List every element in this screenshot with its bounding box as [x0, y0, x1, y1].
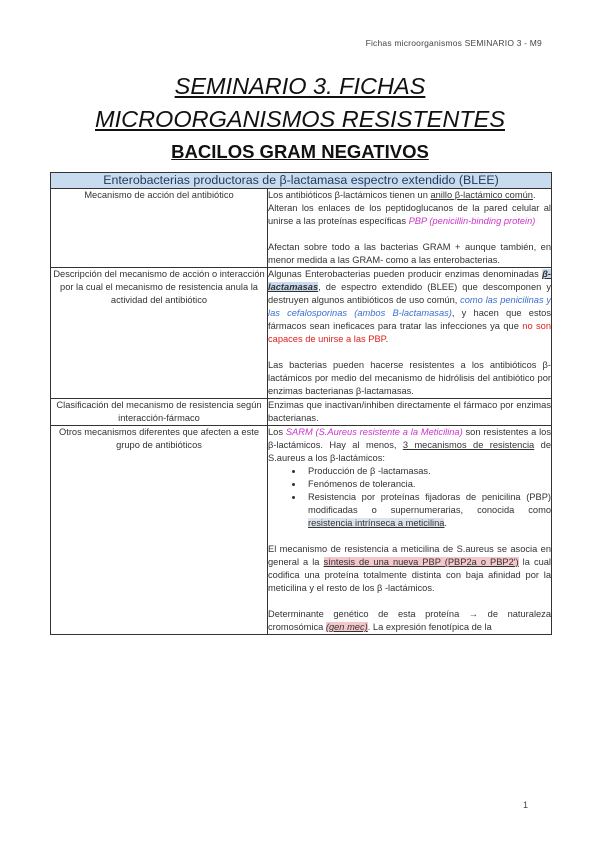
document-title-line1: SEMINARIO 3. FICHAS [174, 73, 426, 99]
text-run: son resistentes a los β-lactámicos. Hay al menos, [268, 427, 551, 450]
paragraph [268, 426, 551, 465]
underlined-term: 3 mecanismos de resistencia [402, 440, 535, 450]
table-row [51, 399, 552, 426]
text-run: , y hacen que estos fármacos sean ineficaces para tratar las infecciones ya que [268, 308, 551, 331]
row-content [268, 399, 552, 426]
table-row [51, 426, 552, 635]
text-run: . [444, 518, 448, 528]
highlighted-term: (gen mec) [325, 622, 368, 632]
paragraph-gap [268, 595, 551, 608]
row-label: Otros mecanismos diferentes que afecten a este grupo de antibióticos [51, 426, 268, 635]
text-run: . [385, 334, 389, 344]
text-run: la cual codifica una proteína totalmente distinta con baja afinidad por la meticilina y el resto de los β -lactámicos. [268, 557, 551, 593]
paragraph: Las bacterias pueden hacerse resistentes a los antibióticos β-lactámicos por medio del mecanismo de hidrólisis del antibiótico por enzimas bacterianas β-lactamasas. [268, 360, 551, 396]
text-run: Algunas Enterobacterias pueden producir enzimas denominadas [268, 269, 543, 279]
table-row [51, 189, 552, 268]
row-label: Mecanismo de acción del antibiótico [51, 189, 268, 268]
text-run: Alteran los enlaces de los peptidoglucanos de la pared celular al unirse a las proteínas específicas [268, 203, 551, 226]
page-number: 1 [522, 800, 528, 810]
paragraph [268, 608, 551, 634]
paragraph [268, 189, 551, 202]
list-item [304, 491, 551, 530]
highlighted-term: como las penicilinas y las cefalosporinas (ambos B-lactamasas) [268, 295, 551, 318]
paragraph-gap [268, 530, 551, 543]
row-content [268, 268, 552, 399]
paragraph: Enzimas que inactivan/inhiben directamente el fármaco por enzimas bacterianas. [268, 400, 551, 423]
text-run: Determinante genético de esta proteína → de naturaleza cromosómica [268, 609, 551, 632]
list-item: • Fenómenos de tolerancia. [304, 478, 551, 491]
highlighted-term: síntesis de una nueva PBP (PBP2a o PBP2') [323, 557, 519, 567]
text-run: Los [268, 427, 286, 437]
paragraph-gap [268, 228, 551, 241]
bullet-list [268, 465, 551, 530]
highlighted-term: resistencia intrínseca a meticilina [308, 518, 445, 528]
highlighted-term: no son capaces de unirse a las PBP [268, 321, 552, 344]
underlined-term: anillo β-lactámico común [430, 190, 533, 200]
row-content [268, 426, 552, 635]
list-item: • Producción de β -lactamasas. [304, 465, 551, 478]
table-row [51, 268, 552, 399]
running-header: Fichas microorganismos SEMINARIO 3 - M9 [365, 38, 542, 48]
document-subtitle: BACILOS GRAM NEGATIVOS [171, 141, 429, 162]
text-run: de S.aureus a los β-lactámicos: [268, 440, 551, 463]
text-run: . La expresión fenotípica de la [367, 622, 492, 632]
highlighted-term: β-lactamasas [268, 269, 551, 292]
paragraph-gap [268, 346, 551, 359]
row-content [268, 189, 552, 268]
document-title-line2: MICROORGANISMOS RESISTENTES [95, 106, 505, 132]
table-header-row [51, 173, 552, 189]
table-heading: Enterobacterias productoras de β-lactamasa espectro extendido (BLEE) [51, 173, 552, 189]
document-title [0, 70, 600, 136]
text-run: Resistencia por proteínas fijadoras de penicilina (PBP) modificadas o supernumerarias, conocida como [308, 492, 551, 515]
text-run: El mecanismo de resistencia a meticilina de S.aureus se asocia en general a la [268, 544, 551, 567]
resistance-table [50, 172, 552, 635]
paragraph [268, 543, 551, 595]
paragraph [268, 268, 551, 346]
paragraph: Afectan sobre todo a las bacterias GRAM + aunque también, en menor medida a las GRAM- como a las enterobacterias. [268, 242, 551, 265]
text-run: . [532, 190, 536, 200]
highlighted-term: SARM (S.Aureus resistente a la Meticilina) [285, 427, 463, 437]
row-label: Descripción del mecanismo de acción o interacción por la cual el mecanismo de resistencia anula la actividad del antibiótico [51, 268, 268, 399]
row-label: Clasificación del mecanismo de resistencia según interacción-fármaco [51, 399, 268, 426]
text-run: Los antibióticos β-lactámicos tienen un [268, 190, 431, 200]
text-run: , de espectro extendido (BLEE) que descomponen y destruyen algunos antibióticos de uso común, [268, 282, 551, 305]
paragraph [268, 202, 551, 228]
highlighted-term: PBP (penicillin-binding protein) [408, 216, 536, 226]
